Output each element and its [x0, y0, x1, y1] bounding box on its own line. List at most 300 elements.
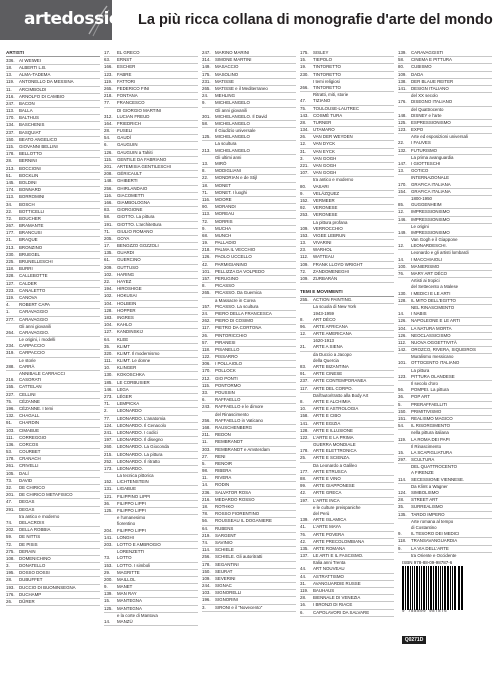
entry-number: 152.	[104, 479, 113, 485]
entry-number: 124.	[398, 490, 407, 495]
entry-title: LEONARDO. I codici	[117, 429, 158, 435]
entry-number: 53.	[6, 449, 13, 455]
entry-title: FILIPPINO LIPPI	[117, 493, 151, 499]
catalog-entry	[202, 190, 296, 197]
entry-number: 13.	[6, 72, 13, 78]
catalog-entry	[398, 423, 492, 430]
catalog-entry	[6, 288, 100, 295]
catalog-entry	[398, 189, 492, 196]
entry-title: PRIMITIVISMO	[411, 408, 442, 414]
entry-title: SIGNORINI	[215, 597, 238, 603]
entry-title: CORCOS	[19, 441, 39, 447]
entry-title: e la corte di Mantova	[117, 612, 158, 618]
entry-title: e l'umanesimo	[117, 515, 146, 521]
catalog-entry	[398, 538, 492, 545]
entry-title: ARTE POVERA	[313, 531, 345, 537]
catalog-entry	[398, 113, 492, 120]
entry-title: Gli anni giovanili	[19, 323, 51, 329]
catalog-entry	[104, 508, 198, 515]
entry-title: GIOTTO. L'architettura	[117, 221, 162, 227]
entry-number: 225.	[6, 259, 15, 265]
entry-title: BOCCIONI	[19, 165, 41, 171]
catalog-entry	[104, 193, 198, 200]
entry-title: GUERCINO	[117, 257, 141, 263]
entry-number: 77.	[104, 100, 111, 106]
catalog-entry	[6, 520, 100, 527]
entry-number: 201.	[6, 492, 15, 498]
entry-title: KLEE	[117, 336, 129, 342]
catalog-entry	[398, 318, 492, 325]
entry-title: I temi religiosi	[313, 78, 340, 84]
entry-number: 44.	[300, 566, 307, 572]
entry-title: GÉRICAULT	[117, 171, 142, 177]
catalog-entry	[202, 468, 296, 475]
catalog-entry	[202, 511, 296, 518]
catalog-entry	[202, 482, 296, 489]
entry-number: 73.	[104, 555, 111, 561]
catalog-entry	[6, 237, 100, 244]
entry-title: BACON	[19, 100, 35, 106]
entry-title: MOREAU	[215, 211, 235, 217]
catalog-entry	[202, 376, 296, 383]
catalog-entry	[104, 358, 198, 365]
catalog-entry	[202, 432, 296, 439]
entry-number: 312.	[104, 113, 113, 119]
entry-number: 56.	[398, 387, 405, 393]
entry-title: ART NOUVEAU	[313, 566, 345, 572]
entry-number: 266.	[300, 84, 309, 90]
entry-number: 119.	[6, 294, 15, 300]
catalog-entry	[300, 233, 394, 240]
entry-title: CELLINI	[19, 391, 36, 397]
entry-number: 118.	[202, 346, 211, 352]
entry-title: HIROSHIGE	[117, 286, 142, 292]
entry-title: BOLDINI	[19, 179, 37, 185]
entry-title: BRAQUE	[19, 237, 38, 243]
entry-title: DISEGNO ITALIANO	[411, 99, 453, 105]
entry-number: 178.	[6, 456, 15, 462]
entry-title: CUBISMO	[411, 64, 432, 70]
barcode-bar	[410, 566, 411, 610]
entry-number: 119.	[6, 79, 15, 85]
entry-title: MICHELANGELO	[215, 147, 250, 153]
catalog-entry	[300, 483, 394, 490]
catalog-entry	[300, 344, 394, 351]
catalog-entry	[104, 408, 198, 415]
catalog-entry	[104, 286, 198, 293]
catalog-entry	[300, 113, 394, 120]
catalog-entry	[398, 490, 492, 497]
catalog-column-5	[398, 50, 492, 559]
header	[0, 0, 500, 42]
entry-title: NUOVA OGGETTIVITÀ	[411, 339, 457, 345]
entry-title: CÉZANNE	[19, 398, 40, 404]
catalog-entry	[6, 166, 100, 173]
catalog-entry	[398, 402, 492, 409]
catalog-entry	[300, 170, 394, 177]
catalog-entry	[300, 595, 394, 602]
barcode-bar	[440, 566, 441, 610]
entry-title: I BRONZI DI RIACE	[313, 602, 353, 608]
catalog-entry	[300, 269, 394, 276]
entry-title: ARTE E ASTROLOGIA	[313, 406, 359, 412]
entry-title: Da Klimt a Wagner	[411, 483, 448, 489]
catalog-entry	[398, 72, 492, 79]
catalog-entry	[398, 127, 492, 134]
entry-title: LOTTO	[117, 555, 132, 561]
entry-title: MONET	[215, 182, 231, 188]
entry-number: 164.	[104, 120, 113, 126]
catalog-entry	[300, 120, 394, 127]
entry-number: 149.	[398, 229, 407, 235]
entry-title: CARPACCIO	[19, 350, 45, 356]
catalog-entry	[398, 140, 492, 147]
catalog-entry	[300, 317, 394, 324]
catalog-entry	[6, 456, 100, 463]
entry-number: 260.	[104, 444, 113, 450]
entry-number: 4.	[6, 302, 10, 308]
catalog-entry	[398, 168, 492, 175]
entry-title: La scultura	[215, 141, 237, 147]
entry-number: 14.	[104, 619, 111, 624]
catalog-entry	[398, 360, 492, 367]
entry-number: 58.	[398, 57, 405, 63]
catalog-entry	[398, 437, 492, 444]
entry-title: GUERRA MONDIALE	[313, 442, 356, 448]
catalog-entry	[398, 347, 492, 354]
entry-number: 196.	[6, 405, 15, 411]
entry-number: 25.	[300, 455, 307, 461]
entry-number: 218.	[202, 247, 211, 253]
entry-title: TINTORETTO	[313, 84, 341, 90]
entry-title: SECESSIONE VIENNESE.	[411, 476, 465, 482]
entry-number: 126.	[104, 149, 113, 155]
entry-title: RAFFAELLO in Vaticano	[215, 417, 263, 423]
entry-title: BASQUIAT	[19, 129, 41, 135]
catalog-entry	[300, 532, 394, 539]
entry-title: POMPEI. La pittura	[411, 387, 449, 393]
catalog-entry	[6, 492, 100, 499]
catalog-entry	[202, 254, 296, 261]
entry-number: 73.	[6, 477, 13, 483]
entry-title: FUSELI	[117, 128, 133, 134]
entry-title: Italia anni Trenta	[313, 560, 346, 566]
catalog-entry	[6, 413, 100, 420]
catalog-entry	[398, 64, 492, 71]
catalog-entry	[300, 72, 394, 79]
catalog-entry	[6, 485, 100, 492]
catalog-entry	[300, 205, 394, 212]
entry-title: AI WEIWEI	[19, 57, 41, 63]
entry-title: DAVID	[19, 477, 33, 483]
entry-number: 288.	[6, 363, 15, 369]
entry-number: 170.	[6, 115, 15, 121]
entry-title: La pittura profana	[313, 219, 348, 225]
entry-title: del Rinascimento	[215, 411, 249, 417]
entry-title: CARPACCIO	[19, 343, 45, 349]
catalog-entry	[104, 555, 198, 562]
entry-number: 18.	[202, 504, 209, 509]
entry-number: 76.	[300, 531, 307, 537]
entry-title: Ritratti, miti, storie	[313, 92, 349, 98]
entry-number: 27.	[202, 453, 209, 459]
entry-title: RAFFAELLO	[215, 397, 241, 403]
entry-title: TIEPOLO	[313, 57, 333, 63]
entry-title: IL RISORGIMENTO	[411, 423, 451, 429]
entry-title: L'ARTE INCA	[313, 497, 340, 503]
entry-number: 128.	[398, 297, 407, 303]
catalog-entry	[6, 377, 100, 384]
entry-number: 116.	[202, 196, 211, 202]
entry-number: 119.	[398, 436, 407, 442]
entry-number: 265.	[104, 85, 113, 91]
entry-number: 200.	[104, 576, 113, 582]
entry-title: SIMBOLISMO	[411, 490, 439, 495]
entry-title: SIGNAC	[215, 583, 232, 589]
catalog-entry	[6, 202, 100, 209]
entry-number: 35.	[398, 504, 405, 510]
catalog-entry	[202, 64, 296, 71]
catalog-entry	[6, 527, 100, 534]
catalog-entry	[104, 135, 198, 142]
entry-title: BOSCH	[19, 201, 35, 207]
entry-title: DELLA ROBBIA	[19, 527, 51, 533]
entry-number: 125.	[202, 134, 211, 140]
isbn-label: ISBN 978-88-09-98787-6	[402, 560, 453, 565]
entry-number: 154.	[398, 188, 407, 194]
catalog-entry	[398, 148, 492, 155]
catalog-entry	[398, 79, 492, 86]
entry-title: KLIMT. Il modernismo	[117, 350, 160, 356]
entry-title: ARTE EGIZIA	[313, 420, 341, 426]
catalog-entry	[6, 507, 100, 514]
entry-number: 15.	[398, 449, 405, 455]
entry-number: 6.	[104, 142, 108, 148]
entry-title: SURREALISMO	[411, 504, 443, 510]
catalog-entry	[202, 168, 296, 175]
entry-title: e le culture preispaniche	[313, 504, 361, 510]
catalog-entry	[300, 106, 394, 113]
catalog-entry	[300, 141, 394, 148]
entry-title: CAPOLAVORI DA SALVARE	[313, 609, 370, 615]
catalog-entry	[398, 546, 492, 553]
entry-number: 213.	[6, 165, 15, 171]
entry-number: 132.	[6, 413, 15, 419]
entry-title: SALVATOR ROSA	[215, 489, 252, 495]
entry-title: IMPRESSIONISMO	[411, 216, 450, 222]
entry-title: MONET. I luoghi	[215, 189, 247, 195]
entry-number: 83.	[104, 207, 111, 213]
catalog-entry	[202, 497, 296, 504]
barcode-bar	[455, 566, 456, 610]
entry-number: 122.	[300, 434, 309, 440]
entry-number: 118.	[6, 266, 15, 272]
catalog-entry	[202, 57, 296, 64]
entry-title: VAN DYCK	[313, 141, 336, 147]
entry-number: 247.	[202, 50, 211, 55]
catalog-entry	[202, 569, 296, 576]
entry-title: DE PISIS	[19, 541, 38, 547]
entry-title: BRAMANTE	[19, 223, 44, 229]
entry-number: 108.	[6, 555, 15, 561]
entry-title: SARGENT	[215, 532, 237, 538]
entry-title: ARTE AFRICANA	[313, 323, 348, 329]
entry-title: ARCIMBOLDI	[19, 86, 47, 92]
catalog-entry	[104, 222, 198, 229]
entry-number: 17.	[104, 243, 111, 249]
entry-title: FILIPPO LIPPI	[117, 508, 146, 513]
entry-number: 131.	[104, 486, 113, 492]
entry-number: 8.	[202, 168, 206, 174]
entry-title: LEMPICKA	[117, 401, 140, 407]
catalog-entry	[202, 197, 296, 204]
entry-number: 13.	[398, 168, 405, 174]
catalog-entry	[6, 428, 100, 435]
entry-number: 72.	[300, 268, 307, 274]
entry-number: 34.	[6, 201, 13, 207]
catalog-entry	[6, 115, 100, 122]
entry-number: 230.	[6, 251, 15, 257]
catalog-entry	[398, 450, 492, 457]
entry-title: GUGGENHEIM	[411, 202, 442, 208]
entry-number: 145.	[6, 179, 15, 185]
catalog-entry	[300, 134, 394, 141]
entry-number: 22.	[398, 140, 405, 146]
entry-title: GUARDI	[117, 250, 135, 256]
entry-title: GIOVANNI BELLINI	[19, 144, 58, 150]
entry-number: 28.	[300, 119, 307, 125]
entry-title: Il secolo d'oro	[411, 381, 438, 386]
entry-number: 80.	[300, 183, 307, 189]
catalog-entry	[104, 100, 198, 107]
entry-title: IL TESORO DEI MEDICI	[411, 531, 460, 537]
catalog-entry	[104, 315, 198, 322]
entry-title: MAN RAY	[117, 591, 137, 597]
catalog-entry	[104, 401, 198, 408]
barcode-bar	[435, 566, 436, 610]
entry-title: GOYA	[117, 235, 130, 241]
catalog-entry	[6, 87, 100, 94]
entry-title: HOKUSAI	[117, 293, 137, 299]
entry-number: 3.	[202, 604, 206, 610]
entry-number: 8.	[202, 283, 206, 289]
entry-title: ALBERTI L.B.	[19, 64, 47, 70]
catalog-entry	[104, 214, 198, 221]
entry-number: 178.	[202, 561, 211, 567]
catalog-entry	[104, 243, 198, 250]
entry-title: IMPRESSIONISMO	[411, 209, 450, 215]
entry-number: 277.	[6, 316, 15, 322]
entry-title: CORREGGIO	[19, 434, 47, 440]
entry-number: 19.	[300, 64, 307, 70]
catalog-entry	[202, 397, 296, 404]
entry-number: 33.	[202, 390, 209, 395]
entry-title: ARTE ISLAMICA	[313, 517, 347, 523]
catalog-entry	[104, 257, 198, 264]
entry-title: GIO PONTI	[215, 375, 238, 381]
entry-number: 96.	[300, 323, 307, 329]
entry-title: ARTE A SIENA	[313, 344, 343, 350]
entry-number: 19.	[202, 240, 209, 246]
entry-title: MANTEGNA	[117, 598, 142, 604]
entry-number: 107.	[300, 170, 309, 176]
catalog-entry	[202, 240, 296, 247]
entry-title: BASCHENIS	[19, 122, 45, 128]
entry-title: DE CHIRICO METAFISICO	[19, 492, 73, 498]
entry-number: 71.	[202, 189, 209, 195]
entry-title: Dall'autoritratto alla Body Art	[313, 392, 369, 398]
entry-title: ESCHER	[117, 64, 136, 70]
entry-number: 28.	[300, 595, 307, 601]
entry-title: VERONESE	[313, 212, 338, 218]
entry-title: LICHTENSTEIN	[117, 479, 149, 485]
entry-number: 111.	[6, 434, 14, 440]
entry-number: 68.	[202, 232, 209, 238]
entry-title: I MEDICI E LE ARTI	[411, 290, 451, 296]
entry-number: 275.	[6, 548, 15, 554]
entry-number: 16.	[300, 602, 307, 608]
entry-number: 218.	[104, 93, 113, 99]
catalog-entry	[104, 250, 198, 257]
entry-number: 72.	[6, 541, 13, 547]
entry-title: SCHIELE	[215, 547, 234, 553]
catalog-entry	[104, 577, 198, 584]
entry-title: del XX secolo	[411, 93, 438, 99]
entry-number: 29.	[104, 569, 111, 575]
entry-number: 75.	[300, 105, 307, 111]
entry-number: 219.	[202, 532, 211, 538]
entry-title: DE NITTIS	[19, 534, 41, 540]
entry-title: GIOTTO. La pittura	[117, 214, 155, 220]
catalog-entry	[202, 347, 296, 354]
catalog-entry	[398, 311, 492, 318]
entry-title: REDON	[215, 432, 231, 438]
entry-title: WARHOL	[313, 247, 333, 253]
entry-title: VAN GOGH	[313, 155, 337, 161]
entry-title: VASARI	[313, 183, 329, 189]
entry-number: 23.	[300, 247, 307, 253]
entry-number: 5.	[398, 401, 402, 407]
entry-title: DALÍ	[19, 470, 29, 476]
catalog-entry	[300, 331, 394, 338]
catalog-entry	[6, 406, 100, 413]
entry-title: GRAFICA ITALIANA	[411, 181, 451, 187]
entry-number: 153.	[104, 562, 113, 568]
brand-logo	[0, 0, 128, 40]
catalog-entry	[300, 406, 394, 413]
barcode-bar	[403, 566, 404, 610]
entry-title: 1943-1959	[313, 310, 334, 316]
entry-title: ARTISTI	[6, 50, 24, 55]
catalog-entry	[104, 387, 198, 394]
entry-number: 59.	[6, 534, 13, 540]
catalog-entry	[300, 428, 394, 435]
entry-number: 109.	[202, 575, 211, 581]
entry-number: 231.	[202, 78, 211, 84]
catalog-entry	[398, 243, 492, 250]
entry-number: 178.	[6, 151, 15, 157]
entry-number: 212.	[202, 375, 211, 381]
entry-number: 119.	[104, 78, 113, 84]
entry-title: VAN DER WEYDEN	[313, 134, 353, 140]
entry-title: Il Giudizio universale	[215, 128, 256, 134]
entry-title: MICHELANGELO	[215, 120, 250, 126]
catalog-entry	[104, 322, 198, 329]
catalog-entry	[300, 476, 394, 483]
entry-number: 237.	[6, 129, 15, 135]
catalog-entry	[398, 230, 492, 237]
barcode-bar	[421, 566, 422, 610]
